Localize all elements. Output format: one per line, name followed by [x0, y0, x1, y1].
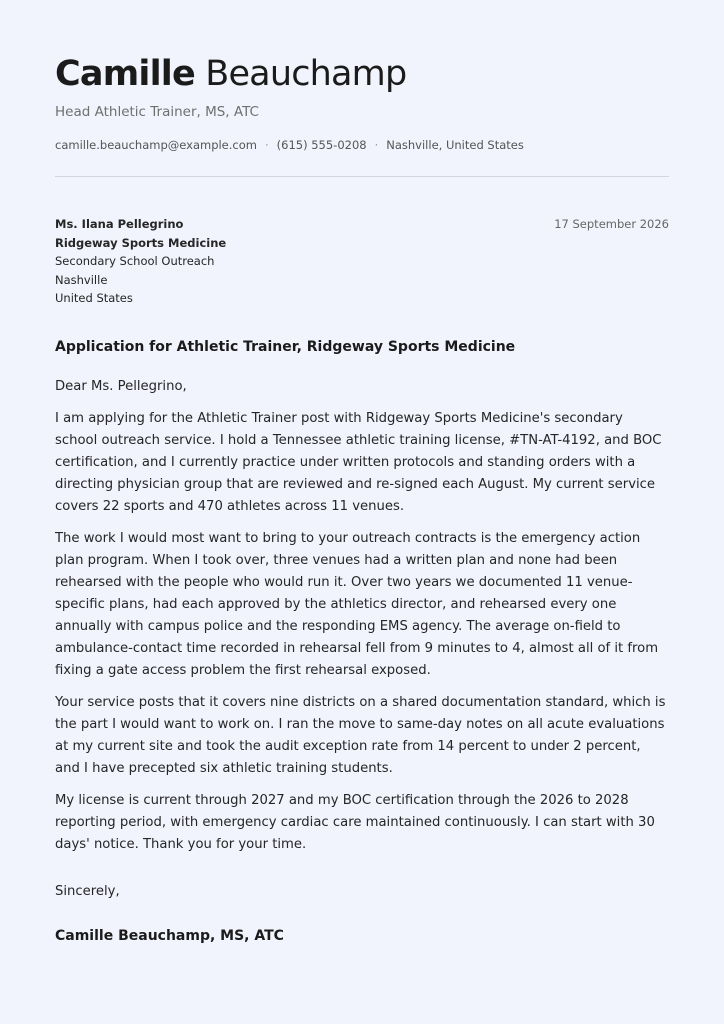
- recipient-name: Ms. Ilana Pellegrino: [55, 217, 184, 231]
- contact-separator: ·: [374, 138, 379, 152]
- contact-email[interactable]: camille.beauchamp@example.com: [55, 138, 257, 152]
- letter-date: 17 September 2026: [554, 217, 669, 231]
- recipient-city: Nashville: [55, 272, 108, 287]
- body-paragraph-2: The work I would most want to bring to your outreach contracts is the emergency action plan program. When I took over, three venues had a written plan and none had been rehearsed with the people who would run it. Over two years we documented 11 venue-specific plans, had each approved by the athletics director, and rehearsed every one annually with campus police and the responding EMS agency. The average on-field to ambulance-contact time recorded in rehearsal fell from 9 minutes to 4, almost all of it from fixing a gate access problem the first rehearsal exposed.: [55, 531, 659, 678]
- recipient-department: Secondary School Outreach: [55, 254, 215, 268]
- recipient-country: United States: [55, 291, 133, 305]
- body-paragraph-4: My license is current through 2027 and my BOC certification through the 2026 to 2028 reporting period, with emergency cardiac care maintained continuously. I can start with 30 days' notice. Thank you for your time.: [55, 793, 655, 852]
- applicant-name: [55, 50, 406, 98]
- body-paragraph-3: Your service posts that it covers nine districts on a shared documentation standard, which is the part I would want to work on. I ran the move to same-day notes on all acute evaluations at my current site and took the audit exception rate from 14 percent to under 2 percent, and I have precepted six athletic training students.: [55, 695, 666, 776]
- contact-location: Nashville, United States: [386, 138, 524, 152]
- body-paragraph-1: I am applying for the Athletic Trainer post with Ridgeway Sports Medicine's secondary school outreach service. I hold a Tennessee athletic training license, #TN-AT-4192, and BOC certification, and I currently practice under written protocols and standing orders with a directing physician group that are reviewed and re-signed each August. My current service covers 22 sports and 470 athletes across 11 venues.: [55, 411, 662, 514]
- letter-subject: Application for Athletic Trainer, Ridgeway Sports Medicine: [55, 339, 516, 355]
- letter-body: [55, 376, 669, 866]
- applicant-last-name: Beauchamp: [205, 54, 407, 94]
- contact-separator: ·: [264, 138, 269, 152]
- applicant-headline: Head Athletic Trainer, MS, ATC: [55, 104, 259, 120]
- closing: Sincerely,: [55, 884, 120, 899]
- signature-name: Camille Beauchamp, MS, ATC: [55, 928, 284, 944]
- salutation: Dear Ms. Pellegrino,: [55, 379, 187, 394]
- header-divider: [55, 176, 669, 177]
- contact-line: [55, 138, 524, 152]
- recipient-company: Ridgeway Sports Medicine: [55, 235, 227, 250]
- recipient-block: [55, 215, 226, 308]
- applicant-first-name: Camille: [55, 54, 195, 94]
- contact-phone[interactable]: (615) 555-0208: [276, 138, 367, 152]
